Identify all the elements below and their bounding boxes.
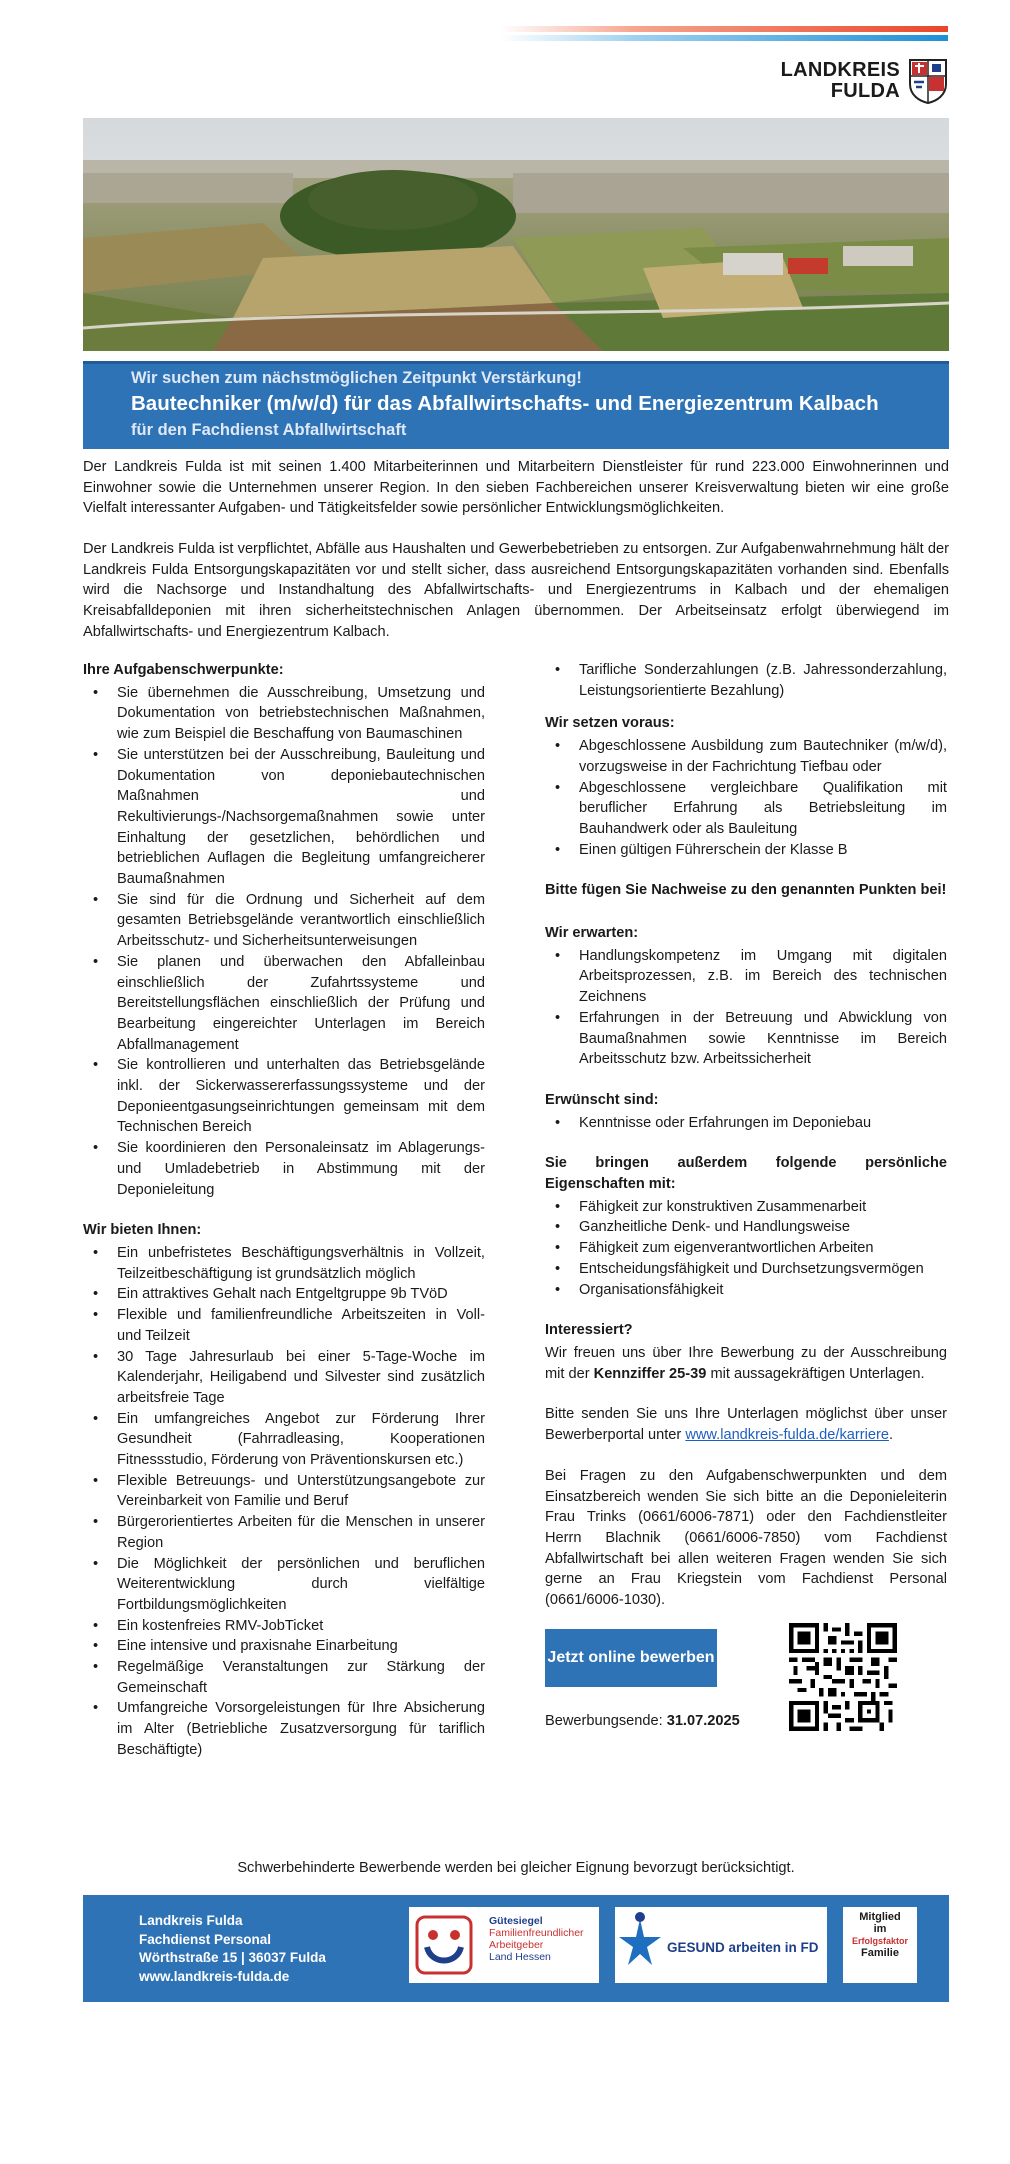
landkreis-fulda-logo bbox=[781, 58, 948, 104]
qr-code-icon[interactable] bbox=[789, 1623, 897, 1731]
list-item: • Einen gültigen Führerschein der Klasse B bbox=[579, 840, 947, 861]
tasks-list bbox=[83, 683, 485, 1201]
interest-text: Wir freuen uns über Ihre Bewerbung zu der Ausschreibung mit der Kennziffer 25-39 mit aussagekräftigen Unterlagen. bbox=[545, 1344, 947, 1382]
desired-heading: Erwünscht sind: bbox=[545, 1091, 659, 1108]
proof-note: Bitte fügen Sie Nachweise zu den genannten Punkten bei! bbox=[545, 882, 947, 899]
hero-landscape-image bbox=[83, 118, 949, 351]
blue-accent-bar bbox=[500, 35, 948, 41]
expect-list bbox=[545, 946, 947, 1070]
contact-text: Bei Fragen zu den Aufgabenschwerpunkten und dem Einsatzbereich wenden Sie sich bitte an die Deponieleiterin Frau Trinks (0661/6006-7871) oder den Fachdienstleiter Herrn Blachnik (0661/6006-7850) vom Fachdienst Abfallwirtschaft bei allen weiteren Fragen wenden Sie sich gerne an Frau Kriegstein vom Fachdienst Personal (0661/6006-1030). bbox=[545, 1467, 947, 1609]
list-item: • Flexible und familienfreundliche Arbeitszeiten in Voll- und Teilzeit bbox=[117, 1305, 485, 1346]
list-item: • Sie koordinieren den Personaleinsatz im Ablagerungs- und Umladebetrieb in Abstimmung mit der Deponieleitung bbox=[117, 1138, 485, 1200]
list-item: • Sie unterstützen bei der Ausschreibung, Bauleitung und Dokumentation von deponiebautechnischen Maßnahmen und Rekultivierungs-/Nachsorgemaßnahmen sowie unter Einhaltung der gesetzlichen, behördlichen und betrieblichen Auflagen die Begleitung umfangreicherer Baumaßnahmen bbox=[117, 745, 485, 890]
family-friendly-employer-badge bbox=[409, 1907, 599, 1983]
erfolgsfaktor-familie-badge: Mitglied im Erfolgsfaktor Familie bbox=[843, 1907, 917, 1983]
list-item: • Abgeschlossene vergleichbare Qualifikation mit beruflicher Erfahrung als Betriebsleitung im Bauhandwerk oder als Bauleitung bbox=[579, 778, 947, 840]
career-portal-link[interactable]: www.landkreis-fulda.de/karriere bbox=[685, 1427, 889, 1444]
list-item: • Handlungskompetenz im Umgang mit digitalen Arbeitsprozessen, z.B. im Bereich des technischen Zeichnens bbox=[579, 946, 947, 1008]
list-item: • Ein umfangreiches Angebot zur Förderung Ihrer Gesundheit (Fahrradleasing, Kooperationen Fitnessstudio, Förderung von Präventionskursen etc.) bbox=[117, 1409, 485, 1471]
logo-text bbox=[781, 60, 900, 102]
require-list bbox=[545, 736, 947, 860]
list-item: • Ein attraktives Gehalt nach Entgeltgruppe 9b TVöD bbox=[117, 1284, 485, 1305]
list-item: • Sie kontrollieren und unterhalten das Betriebsgelände inkl. der Sickerwassererfassungssysteme und der Deponieentgasungseinrichtungen gemeinsam mit dem Technischen Bereich bbox=[117, 1055, 485, 1138]
disability-notice: Schwerbehinderte Bewerbende werden bei gleicher Eignung bevorzugt berücksichtigt. bbox=[237, 1860, 795, 1876]
portal-text: Bitte senden Sie uns Ihre Unterlagen möglichst über unser Bewerberportal unter www.landkreis-fulda.de/karriere. bbox=[545, 1406, 947, 1444]
footer-website[interactable]: www.landkreis-fulda.de bbox=[139, 1968, 290, 1984]
traits-list bbox=[545, 1197, 947, 1301]
tasks-heading: Ihre Aufgabenschwerpunkte: bbox=[83, 662, 284, 678]
list-item: • Organisationsfähigkeit bbox=[579, 1280, 947, 1301]
list-item: • Erfahrungen in der Betreuung und Abwicklung von Baumaßnahmen sowie Kenntnisse im Bereich Arbeitsschutz bzw. Arbeitssicherheit bbox=[579, 1008, 947, 1070]
list-item: • Tarifliche Sonderzahlungen (z.B. Jahressonderzahlung, Leistungsorientierte Bezahlung) bbox=[579, 660, 947, 701]
logo-line2: FULDA bbox=[830, 80, 900, 102]
list-item: • Ein kostenfreies RMV-JobTicket bbox=[117, 1616, 485, 1637]
list-item: • Kenntnisse oder Erfahrungen im Deponiebau bbox=[579, 1113, 947, 1134]
intro-paragraph-2: Der Landkreis Fulda ist verpflichtet, Abfälle aus Haushalten und Gewerbebetrieben zu entsorgen. Zur Aufgabenwahrnehmung hält der Landkreis Fulda Entsorgungskapazitäten vor und stellt sicher, dass ausreichend Entsorgungskapazitäten vorhanden sind. Ebenfalls wird die Nachsorge und Instandhaltung des Abfallwirtschafts- und Energiezentrums in Kalbach und der ehemaligen Kreisabfalldeponien mit ihren sicherheitstechnischen Anlagen übernommen. Der Arbeitseinsatz erfolgt überwiegend im Abfallwirtschafts- und Energiezentrum Kalbach. bbox=[83, 541, 949, 640]
apply-online-button[interactable]: Jetzt online bewerben bbox=[545, 1629, 717, 1687]
list-item: • Regelmäßige Veranstaltungen zur Stärkung der Gemeinschaft bbox=[117, 1657, 485, 1698]
expect-heading: Wir erwarten: bbox=[545, 925, 639, 942]
offer-list bbox=[83, 1243, 485, 1761]
badge-text: Gütesiegel Familienfreundlicher Arbeitgeber Land Hessen bbox=[489, 1915, 584, 1963]
red-accent-bar bbox=[500, 26, 948, 32]
banner-top-stripe bbox=[83, 361, 949, 364]
list-item: • Ganzheitliche Denk- und Handlungsweise bbox=[579, 1217, 947, 1238]
intro-paragraph-1: Der Landkreis Fulda ist mit seinen 1.400 Mitarbeiterinnen und Mitarbeitern Dienstleister für rund 223.000 Einwohnerinnen und Einwohner sowie die Unternehmen unserer Region. In den sieben Fachbereichen unserer Kreisverwaltung bieten wir eine große Vielfalt interessanter Aufgaben- und Tätigkeitsfelder sowie persönlicher Entwicklungsmöglichkeiten. bbox=[83, 459, 949, 517]
right-column bbox=[545, 660, 947, 1729]
list-item: • Sie planen und überwachen den Abfalleinbau einschließlich der Zufahrtssysteme und Bereitstellungsflächen einschließlich der Prüfung und Bearbeitung eingereichter Unterlagen im Bereich Abfallmanagement bbox=[117, 952, 485, 1056]
offer-list-continued bbox=[545, 660, 947, 701]
list-item: • Abgeschlossene Ausbildung zum Bautechniker (m/w/d), vorzugsweise in der Fachrichtung Tiefbau oder bbox=[579, 736, 947, 777]
list-item: • Sie übernehmen die Ausschreibung, Umsetzung und Dokumentation von betriebstechnischen Maßnahmen, wie zum Beispiel die Beschaffung von Baumaschinen bbox=[117, 683, 485, 745]
interest-heading: Interessiert? bbox=[545, 1322, 633, 1339]
list-item: • Ein unbefristetes Beschäftigungsverhältnis in Vollzeit, Teilzeitbeschäftigung ist grundsätzlich möglich bbox=[117, 1243, 485, 1284]
department-line: für den Fachdienst Abfallwirtschaft bbox=[131, 421, 407, 439]
list-item: • Entscheidungsfähigkeit und Durchsetzungsvermögen bbox=[579, 1259, 947, 1280]
star-figure-icon bbox=[615, 1907, 665, 1983]
desired-list bbox=[545, 1113, 947, 1134]
logo-line1: LANDKREIS bbox=[780, 59, 900, 81]
header-accent-bars bbox=[500, 26, 948, 44]
left-column bbox=[83, 660, 485, 1761]
job-title-banner bbox=[83, 361, 949, 449]
list-item: • Sie sind für die Ordnung und Sicherheit auf dem gesamten Betriebsgelände verantwortlich einschließlich Arbeitsschutz- und Sicherheitsunterweisungen bbox=[117, 890, 485, 952]
list-item: • Bürgerorientiertes Arbeiten für die Menschen in unserer Region bbox=[117, 1512, 485, 1553]
list-item: • 30 Tage Jahresurlaub bei einer 5-Tage-Woche im Kalenderjahr, Heiligabend und Silvester sind zusätzlich arbeitsfreie Tage bbox=[117, 1347, 485, 1409]
coat-of-arms-icon bbox=[908, 58, 948, 104]
banner-tagline: Wir suchen zum nächstmöglichen Zeitpunkt Verstärkung! bbox=[131, 369, 582, 387]
offer-heading: Wir bieten Ihnen: bbox=[83, 1222, 202, 1239]
reference-code: Kennziffer 25-39 bbox=[593, 1365, 707, 1382]
list-item: • Fähigkeit zum eigenverantwortlichen Arbeiten bbox=[579, 1238, 947, 1259]
footer bbox=[83, 1895, 949, 2002]
family-seal-icon bbox=[409, 1907, 479, 1983]
footer-address: Landkreis Fulda Fachdienst Personal Wörthstraße 15 | 36037 Fulda www.landkreis-fulda.de bbox=[139, 1912, 326, 1986]
require-heading: Wir setzen voraus: bbox=[545, 715, 675, 732]
traits-heading: Sie bringen außerdem folgende persönliche Eigenschaften mit: bbox=[545, 1155, 947, 1193]
list-item: • Umfangreiche Vorsorgeleistungen für Ihre Absicherung im Alter (Betriebliche Zusatzversorgung für tariflich Beschäftigte) bbox=[117, 1698, 485, 1760]
apply-section bbox=[545, 1629, 947, 1729]
list-item: • Eine intensive und praxisnahe Einarbeitung bbox=[117, 1636, 485, 1657]
list-item: • Flexible Betreuungs- und Unterstützungsangebote zur Vereinbarkeit von Familie und Beruf bbox=[117, 1471, 485, 1512]
list-item: • Die Möglichkeit der persönlichen und beruflichen Weiterentwicklung durch vielfältige Fortbildungsmöglichkeiten bbox=[117, 1554, 485, 1616]
job-title: Bautechniker (m/w/d) für das Abfallwirtschafts- und Energiezentrum Kalbach bbox=[131, 392, 879, 415]
list-item: • Fähigkeit zur konstruktiven Zusammenarbeit bbox=[579, 1197, 947, 1218]
gesund-arbeiten-badge: GESUND arbeiten in FD bbox=[615, 1907, 827, 1983]
application-deadline: Bewerbungsende: 31.07.2025 bbox=[545, 1712, 740, 1729]
